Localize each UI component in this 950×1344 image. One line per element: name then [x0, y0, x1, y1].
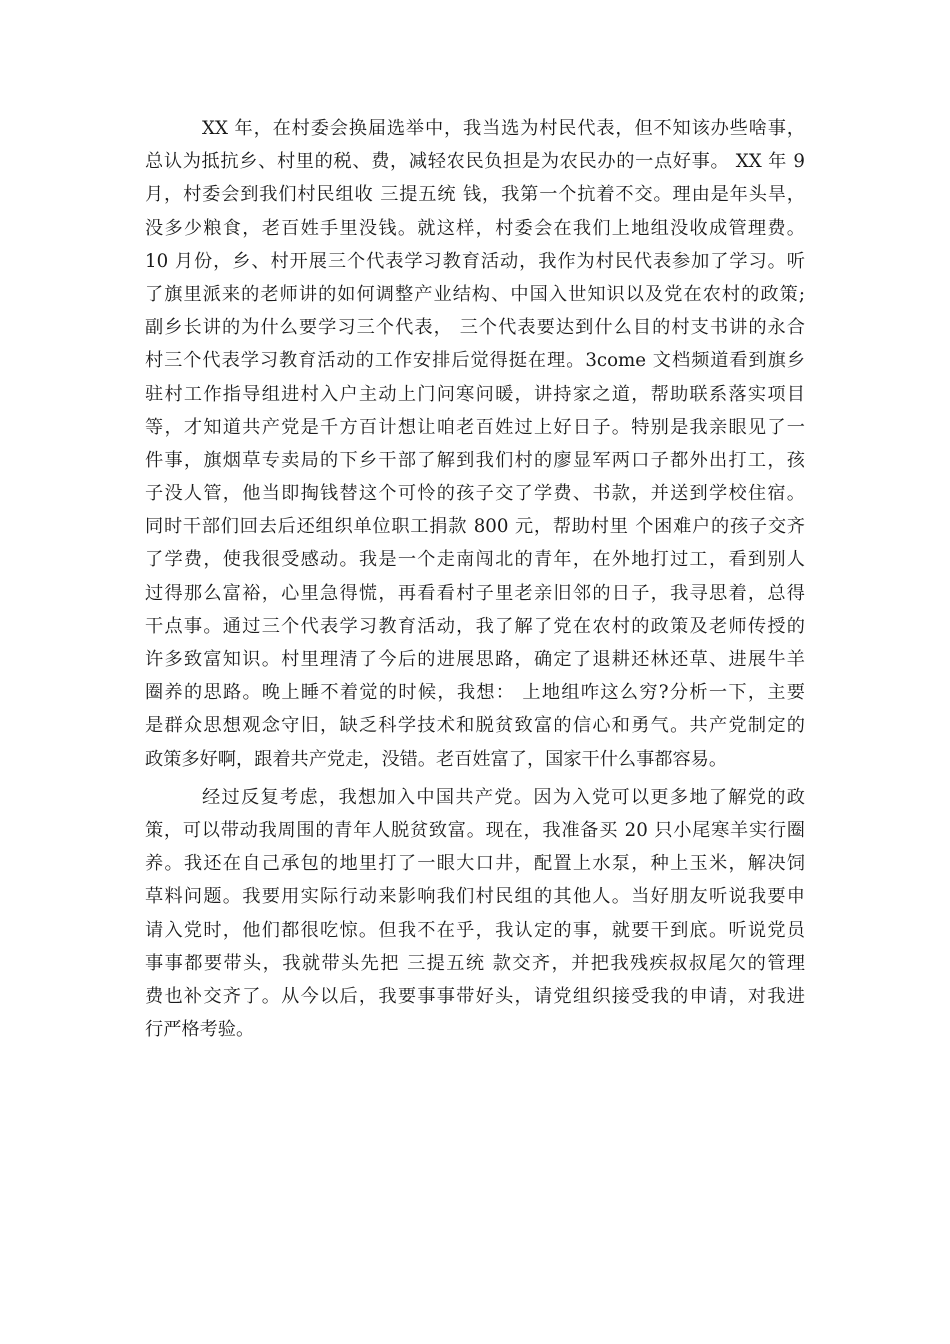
paragraph-line: 是群众思想观念守旧，缺乏科学技术和脱贫致富的信心和勇气。共产党制定的	[145, 715, 805, 737]
document-body	[145, 112, 805, 1046]
paragraph-line: XX 年，在村委会换届选举中，我当选为村民代表，但不知该办些啥事，	[202, 118, 805, 139]
paragraph-line: 过得那么富裕，心里急得慌，再看看村子里老亲旧邻的日子，我寻思着，总得	[145, 582, 805, 604]
paragraph-line: 干点事。通过三个代表学习教育活动，我了解了党在农村的政策及老师传授的	[145, 615, 805, 637]
paragraph-line: 村三个代表学习教育活动的工作安排后觉得挺在理。3come 文档频道看到旗乡	[145, 350, 805, 372]
paragraph-line: 副乡长讲的为什么要学习三个代表， 三个代表要达到什么目的村支书讲的永合	[145, 317, 805, 339]
paragraph-line: 10 月份，乡、村开展三个代表学习教育活动，我作为村民代表参加了学习。听	[145, 250, 805, 272]
paragraph-line: 行严格考验。	[145, 1019, 255, 1041]
paragraph-line: 请入党时，他们都很吃惊。但我不在乎，我认定的事，就要干到底。听说党员	[145, 919, 805, 941]
paragraph-line: 政策多好啊，跟着共产党走，没错。老百姓富了，国家干什么事都容易。	[145, 748, 728, 770]
paragraph-line: 策，可以带动我周围的青年人脱贫致富。现在，我准备买 20 只小尾寒羊实行圈	[145, 819, 805, 841]
paragraph-line: 了旗里派来的老师讲的如何调整产业结构、中国入世知识以及党在农村的政策;	[145, 283, 805, 305]
paragraph-line: 费也补交齐了。从今以后，我要事事带好头，请党组织接受我的申请，对我进	[145, 985, 805, 1007]
paragraph	[145, 781, 805, 1047]
paragraph-line: 件事，旗烟草专卖局的下乡干部了解到我们村的廖显军两口子都外出打工，孩	[145, 449, 805, 471]
paragraph-line: 养。我还在自己承包的地里打了一眼大口井，配置上水泵，种上玉米，解决饲	[145, 853, 805, 875]
paragraph-line: 圈养的思路。晚上睡不着觉的时候，我想： 上地组咋这么穷?分析一下，主要	[145, 682, 805, 704]
paragraph-line: 事事都要带头，我就带头先把 三提五统 款交齐，并把我残疾叔叔尾欠的管理	[145, 952, 805, 974]
paragraph-line: 经过反复考虑，我想加入中国共产党。因为入党可以更多地了解党的政	[202, 786, 805, 808]
paragraph	[145, 112, 805, 776]
paragraph-line: 等，才知道共产党是千方百计想让咱老百姓过上好日子。特别是我亲眼见了一	[145, 416, 805, 438]
paragraph-line: 许多致富知识。村里理清了今后的进展思路，确定了退耕还林还草、进展牛羊	[145, 649, 805, 670]
paragraph-line: 没多少粮食，老百姓手里没钱。就这样，村委会在我们上地组没收成管理费。	[145, 217, 805, 239]
paragraph-line: 总认为抵抗乡、村里的税、费，减轻农民负担是为农民办的一点好事。 XX 年 9	[145, 151, 805, 173]
paragraph-line: 同时干部们回去后还组织单位职工捐款 800 元，帮助村里 个困难户的孩子交齐	[145, 516, 805, 538]
paragraph-line: 月，村委会到我们村民组收 三提五统 钱，我第一个抗着不交。理由是年头旱，	[145, 184, 805, 206]
paragraph-line: 子没人管，他当即掏钱替这个可怜的孩子交了学费、书款，并送到学校住宿。	[145, 483, 805, 505]
paragraph-line: 驻村工作指导组进村入户主动上门问寒问暖，讲持家之道，帮助联系落实项目	[145, 383, 805, 405]
paragraph-line: 了学费，使我很受感动。我是一个走南闯北的青年，在外地打过工，看到别人	[145, 549, 805, 571]
paragraph-line: 草料问题。我要用实际行动来影响我们村民组的其他人。当好朋友听说我要申	[145, 886, 805, 908]
